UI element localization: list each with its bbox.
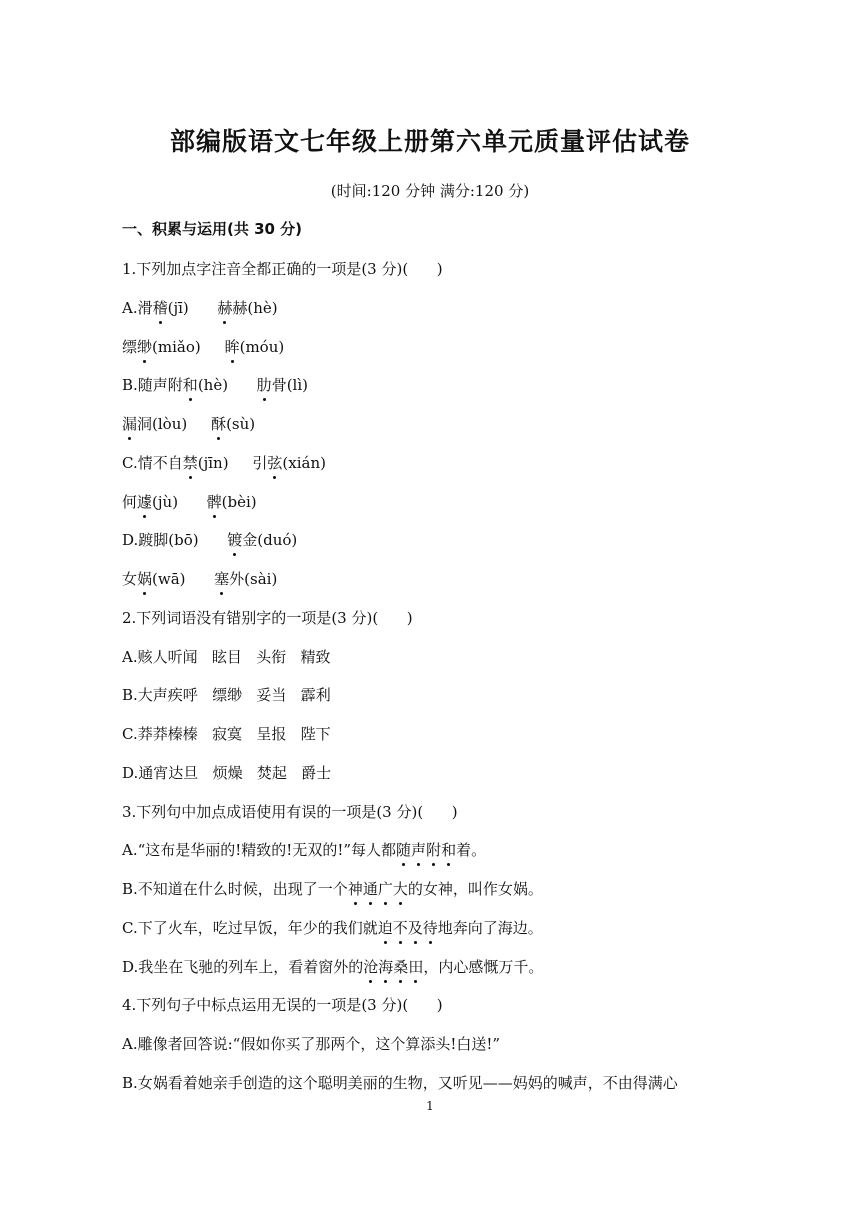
emphasis-dot-char: 髀: [206, 492, 222, 511]
text-line: [122, 297, 278, 318]
emphasis-dot-char: 禁: [182, 453, 198, 472]
text-line: [122, 801, 458, 822]
line-text: 何: [122, 492, 138, 511]
emphasis-dot-char: 稽: [152, 298, 168, 317]
emphasis-dot-char: 沧: [363, 957, 379, 976]
text-line: [122, 994, 443, 1015]
text-line: [122, 374, 308, 395]
text-line: [122, 452, 326, 473]
line-text: 缥: [122, 337, 138, 356]
text-line: [122, 568, 277, 589]
line-text: 赫(hè): [232, 298, 278, 317]
emphasis-dot-char: 眸: [224, 337, 240, 356]
text-line: [122, 258, 443, 279]
line-text: C.情不自: [122, 453, 183, 472]
line-text: (jù): [152, 492, 207, 511]
text-line: [122, 1072, 678, 1093]
text-line: [122, 607, 413, 628]
line-text: C.下了火车，吃过早饭，年少的我们就: [122, 918, 378, 937]
line-text: B.女娲看着她亲手创造的这个聪明美丽的生物，又听见——妈妈的喊声，不由得满心: [122, 1073, 678, 1092]
emphasis-dot-char: 声: [411, 841, 427, 860]
emphasis-dot-char: 待: [422, 918, 438, 937]
line-text: 3.下列句中加点成语使用有误的一项是(3 分)( ): [122, 802, 458, 821]
emphasis-dot-char: 遽: [137, 492, 153, 511]
emphasis-dot-char: 镀: [227, 531, 243, 550]
line-text: 1.下列加点字注音全都正确的一项是(3 分)( ): [122, 260, 443, 278]
line-text: A.赅人听闻 眩目 头衔 精致: [122, 647, 331, 666]
text-line: [122, 646, 331, 667]
line-text: B.随声附: [122, 376, 183, 395]
text-line: [122, 839, 486, 860]
text-line: [122, 762, 331, 783]
text-line: [122, 917, 543, 938]
line-text: 的女神，叫作女娲。: [407, 880, 543, 898]
line-text: 着。: [456, 841, 487, 860]
line-text: ，内心感慨万千。: [423, 957, 544, 976]
line-text: (móu): [239, 337, 285, 356]
line-text: (miǎo): [152, 337, 225, 356]
emphasis-dot-char: 大: [392, 880, 408, 898]
emphasis-dot-char: 肋: [256, 376, 272, 395]
emphasis-dot-char: 通: [362, 880, 378, 898]
emphasis-dot-char: 缈: [137, 337, 153, 356]
line-text: 地奔向了海边。: [437, 918, 543, 937]
line-text: (jī): [167, 298, 218, 317]
line-text: 骨(lì): [271, 376, 308, 395]
line-text: 2.下列词语没有错别字的一项是(3 分)( ): [122, 608, 413, 627]
line-text: A.“这布是华丽的!精致的!无双的!”每人都: [122, 841, 397, 860]
page-title: 部编版语文七年级上册第六单元质量评估试卷: [169, 127, 690, 156]
line-text: 外(sài): [229, 570, 278, 588]
line-text: D.我坐在飞驰的列车上，看着窗外的: [122, 957, 364, 976]
line-text: B.大声疾呼 缥缈 妥当 霹利: [122, 686, 331, 705]
section-heading: 一、积累与运用(共 30 分): [122, 220, 303, 238]
line-text: 女: [122, 570, 138, 588]
text-line: [122, 956, 543, 977]
line-text: A.滑: [122, 298, 153, 317]
emphasis-dot-char: 广: [377, 880, 393, 898]
text-line: [122, 413, 255, 434]
emphasis-dot-char: 迫: [377, 918, 393, 937]
emphasis-dot-char: 神: [347, 880, 363, 898]
text-line: [122, 1033, 500, 1054]
line-text: (wā): [152, 570, 215, 588]
emphasis-dot-char: 海: [378, 957, 394, 976]
text-line: [122, 491, 257, 512]
line-text: 洞(lòu): [137, 415, 212, 433]
text-line: [122, 878, 543, 899]
text-line: [122, 529, 297, 550]
line-text: D.通宵达旦 烦燥 焚起 爵士: [122, 763, 332, 782]
emphasis-dot-char: 和: [441, 841, 457, 860]
exam-info: (时间:120 分钟 满分:120 分): [330, 182, 530, 200]
line-text: B.不知道在什么时候，出现了一个: [122, 880, 348, 898]
emphasis-dot-char: 弦: [267, 453, 283, 472]
page-number: 1: [426, 1099, 434, 1113]
line-text: 金(duó): [242, 531, 298, 550]
emphasis-dot-char: 桑: [393, 957, 409, 976]
line-text: (hè): [197, 376, 257, 395]
line-text: (bèi): [221, 492, 257, 511]
emphasis-dot-char: 附: [426, 841, 442, 860]
emphasis-dot-char: 酥: [211, 415, 227, 433]
line-text: A.雕像者回答说:“假如你买了那两个，这个算添头!白送!”: [122, 1035, 501, 1053]
emphasis-dot-char: 不: [392, 918, 408, 937]
emphasis-dot-char: 娲: [137, 570, 153, 588]
text-line: [122, 684, 331, 705]
text-line: [122, 336, 284, 357]
emphasis-dot-char: 及: [407, 918, 423, 937]
emphasis-dot-char: 赫: [217, 298, 233, 317]
line-text: 脚(bō): [153, 531, 228, 550]
emphasis-dot-char: 塞: [214, 570, 230, 588]
line-text: (jīn) 引: [197, 453, 268, 472]
line-text: (sù): [226, 415, 256, 433]
emphasis-dot-char: 随: [396, 841, 412, 860]
emphasis-dot-char: 漏: [122, 415, 138, 433]
line-text: 4.下列句子中标点运用无误的一项是(3 分)( ): [122, 996, 443, 1015]
line-text: (xián): [282, 453, 326, 472]
line-text: C.莽莽榛榛 寂寞 呈报 陛下: [122, 725, 331, 743]
emphasis-dot-char: 和: [182, 376, 198, 395]
text-line: [122, 723, 331, 744]
line-text: D.踱: [122, 531, 154, 550]
emphasis-dot-char: 田: [408, 957, 424, 976]
